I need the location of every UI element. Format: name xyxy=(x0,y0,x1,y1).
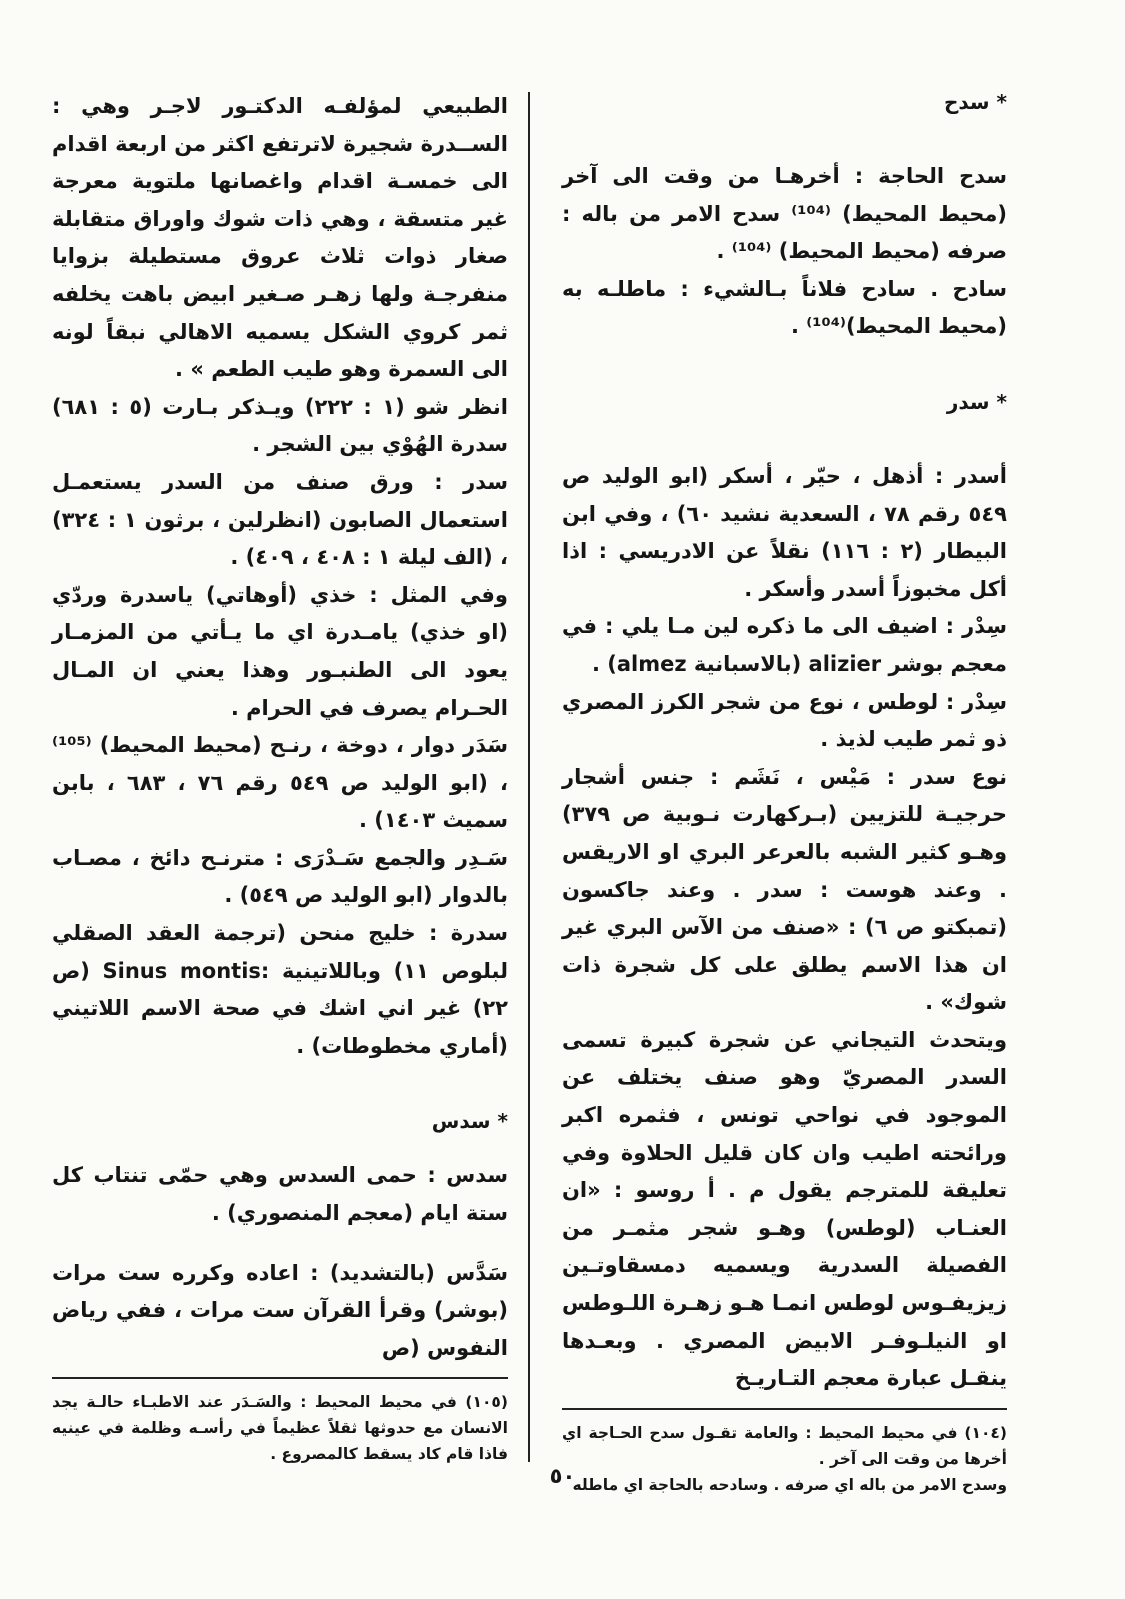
paragraph: سِدْر : لوطس ، نوع من شجر الكرز المصري ذو ثمر طيب لذيذ . xyxy=(562,689,1007,752)
entry-heading-sadah: * سدح xyxy=(943,90,1007,114)
paragraph: سدس : حمى السدس وهي حمّى تنتاب كل ستة ايام (معجم المنصوري) . xyxy=(52,1163,508,1226)
left-column xyxy=(52,88,508,1467)
paragraph: ويتحدث التيجاني عن شجرة كبيرة تسمى السدر المصريّ وهو صنف يختلف عن الموجود في نواحي تونس ، فثمره اكبر ورائحته اطيب وان كان قليل الحلاوة وفي تعليقة للمترجم يقول م . أ روسو : «ان العنـاب (لوطس) وهـو شجر مثمـر من الفصيلة السدرية ويسميه دمسقاوتـين زيزيفـوس لوطس انمـا هـو زهـرة اللـوطس او النيلـوفـر الابيض المصري . وبعـدها ينقـل عبارة معجم التـاريـخ xyxy=(562,1027,1007,1391)
footnote: (١٠٤) في محيط المحيط : والعامة تقـول سدح الحـاجة اي أخرها من وقت الى آخر . xyxy=(562,1423,1007,1468)
paragraph: سدرة : خليج منحن (ترجمة العقد الصقلي لبلوص ١١) وباللاتينية :Sinus montis (ص ٢٢) غير اني اشك في صحة الاسم اللاتيني (أماري مخطوطات) . xyxy=(52,921,508,1058)
footnote: (١٠٥) في محيط المحيط : والسَـدَر عند الاطبـاء حالـة يجد الانسان مع حدوثها ثقلاً عظيماً في رأسـه وظلمة في عينيه فاذا قام كاد يسقط كالمصروع . xyxy=(52,1393,508,1464)
paragraph: سَدَّس (بالتشديد) : اعاده وكرره ست مرات (بوشر) وقرأ القرآن ست مرات ، ففي رياض النفوس (ص xyxy=(52,1260,508,1360)
paragraph: انظر شو (١ : ٢٢٢) ويـذكر بـارت (٥ : ٦٨١) سدرة الهُوْي بين الشجر . xyxy=(52,394,508,457)
paragraph: سادح . سادح فلاناً بـالشيء : ماطلـه به (محيط المحيط)⁽¹⁰⁴⁾ . xyxy=(562,276,1007,339)
right-column xyxy=(562,88,1007,1498)
paragraph: الطبيعي لمؤلفـه الدكتـور لاجـر وهي : الســدرة شجيرة لاترتفع اكثر من اربعة اقدام الى خمسـة اقدام واغصانها ملتوية معرجة غير متسقة ، وهي ذات شوك واوراق متقابلة صغار ذوات ثلاث عروق مستطيلة بزوايا منفرجـة ولها زهـر صـغير ابيض باهت يخلفه ثمر كروي الشكل يسميه الاهالي نبقاً لونه الى السمرة وهو طيب الطعم » . xyxy=(52,94,508,382)
paragraph: سَـدِر والجمع سَـدْرَى : مترنـح دائخ ، مصـاب بالدوار (ابو الوليد ص ٥٤٩) . xyxy=(52,845,508,908)
page-number: ٥٠ xyxy=(549,1464,576,1488)
paragraph: سِدْر : اضيف الى ما ذكره لين مـا يلي : في معجم بوشر alizier (بالاسبانية almez) . xyxy=(562,614,1007,676)
entry-heading-sudus: * سدس xyxy=(431,1109,508,1134)
paragraph: سَدَر دوار ، دوخة ، رنـح (محيط المحيط) ⁽¹⁰⁵⁾ ، (ابو الوليد ص ٥٤٩ رقم ٧٦ ، ٦٨٣ ، بابن سميث ١٤٠٣) . xyxy=(52,733,508,833)
paragraph: نوع سدر : مَيْس ، نَشَم : جنس أشجار حرجيـة للتزيين (بـركهارت نـوبية ص ٣٧٩) وهـو كثير الشبه بالعرعر البري او الاريقس . وعند هوست : سدر . وعند جاكسون (تمبكتو ص ٦) : «صنف من الآس البري غير ان هذا الاسم يطلق على كل شجرة ذات شوك» . xyxy=(562,764,1007,1015)
paragraph: أسدر : أذهل ، حيّر ، أسكر (ابو الوليد ص ٥٤٩ رقم ٧٨ ، السعدية نشيد ٦٠) ، وفي ابن البيطار (٢ : ١١٦) نقلاً عن الادريسي : اذا أكل مخبوزاً أسدر وأسكر . xyxy=(562,463,1007,601)
entry-heading-sidr: * سدر xyxy=(946,389,1007,414)
paragraph: وفي المثل : خذي (أوهاتي) ياسدرة وردّي (او خذي) يامـدرة اي ما يـأتي من المزمـار يعود الى الطنبـور وهذا يعني ان المـال الحـرام يصرف في الحرام . xyxy=(52,582,508,720)
footnote: وسدح الامر من باله اي صرفه . وسادحه بالحاجة اي ماطله xyxy=(572,1475,1007,1494)
column-divider xyxy=(528,92,530,1462)
paragraph: سدح الحاجة : أخرهـا من وقت الى آخر (محيط المحيط) ⁽¹⁰⁴⁾ سدح الامر من باله : صرفه (محيط المحيط) ⁽¹⁰⁴⁾ . xyxy=(562,164,1007,264)
paragraph: سدر : ورق صنف من السدر يستعمـل استعمال الصابون (انظرلين ، برثون ١ : ٣٢٤) ، (الف ليلة ١ : ٤٠٨ ، ٤٠٩) . xyxy=(52,469,508,570)
